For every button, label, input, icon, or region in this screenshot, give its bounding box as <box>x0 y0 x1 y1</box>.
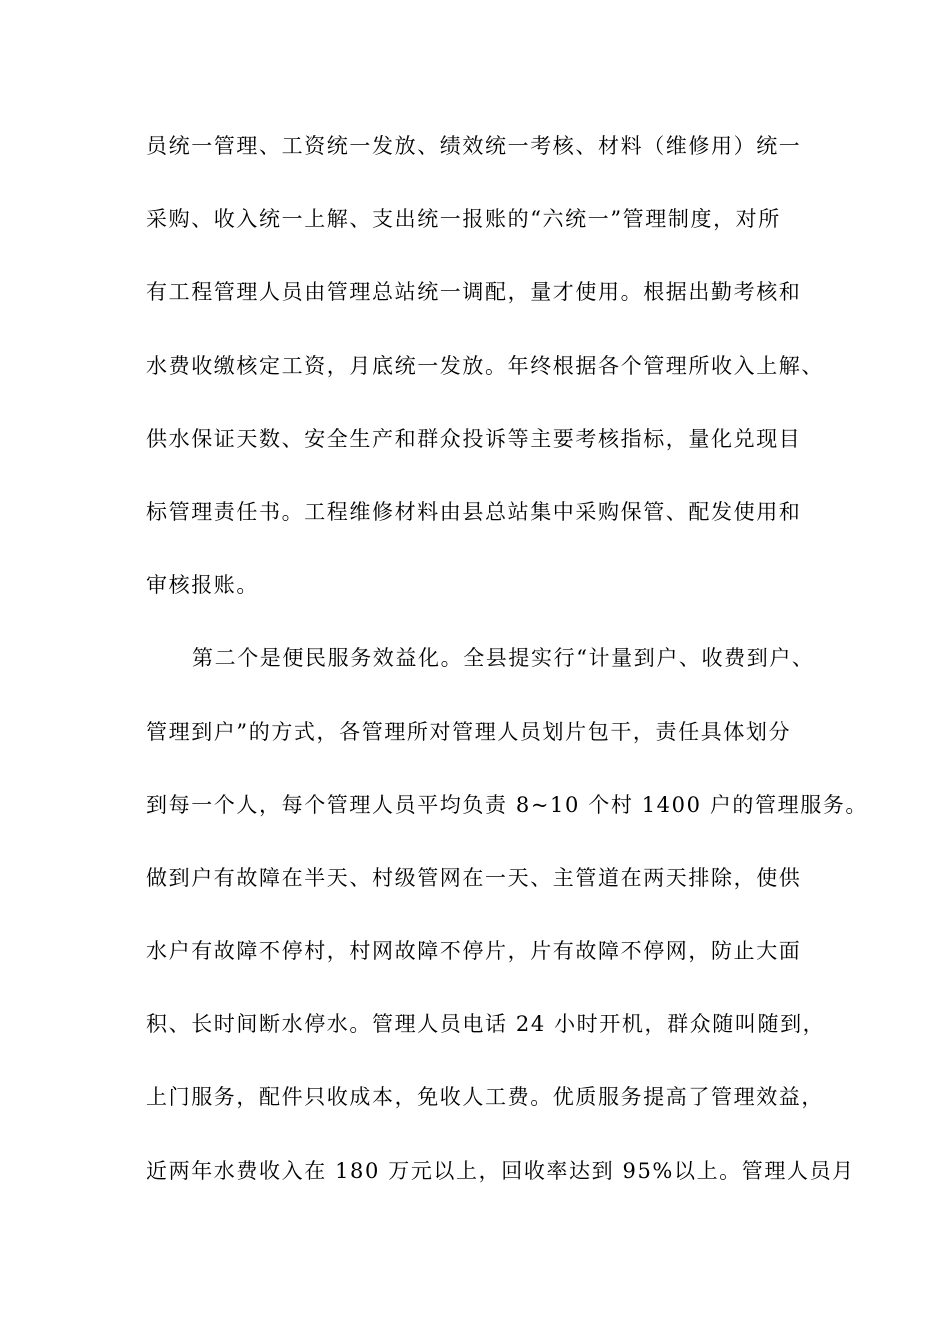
text-line: 水户有故障不停村，村网故障不停片，片有故障不停网，防止大面 <box>146 939 802 964</box>
text-line: 上门服务，配件只收成本，免收人工费。优质服务提高了管理效益， <box>146 1085 824 1110</box>
text-line: 积、长时间断水停水。管理人员电话 24 小时开机，群众随叫随到， <box>146 1012 826 1037</box>
text-line: 做到户有故障在半天、村级管网在一天、主管道在两天排除，使供 <box>146 865 802 890</box>
text-line: 标管理责任书。工程维修材料由县总站集中采购保管、配发使用和 <box>146 499 802 524</box>
text-line: 到每一个人，每个管理人员平均负责 8~10 个村 1400 户的管理服务。 <box>146 792 869 817</box>
text-line: 采购、收入统一上解、支出统一报账的“六统一”管理制度，对所 <box>146 207 781 232</box>
body-text <box>146 126 869 1224</box>
paragraph-start-line: 第二个是便民服务效益化。全县提实行“计量到户、收费到户、 <box>192 646 815 671</box>
text-line: 员统一管理、工资统一发放、绩效统一考核、材料（维修用）统一 <box>146 134 802 158</box>
text-line: 有工程管理人员由管理总站统一调配，量才使用。根据出勤考核和 <box>146 280 802 305</box>
text-line: 审核报账。 <box>146 573 259 598</box>
text-line: 水费收缴核定工资，月底统一发放。年终根据各个管理所收入上解、 <box>146 353 824 378</box>
text-line: 近两年水费收入在 180 万元以上，回收率达到 95%以上。管理人员月 <box>146 1158 855 1183</box>
text-line: 供水保证天数、安全生产和群众投诉等主要考核指标，量化兑现目 <box>146 426 802 451</box>
text-line: 管理到户”的方式，各管理所对管理人员划片包干，责任具体划分 <box>146 719 792 744</box>
